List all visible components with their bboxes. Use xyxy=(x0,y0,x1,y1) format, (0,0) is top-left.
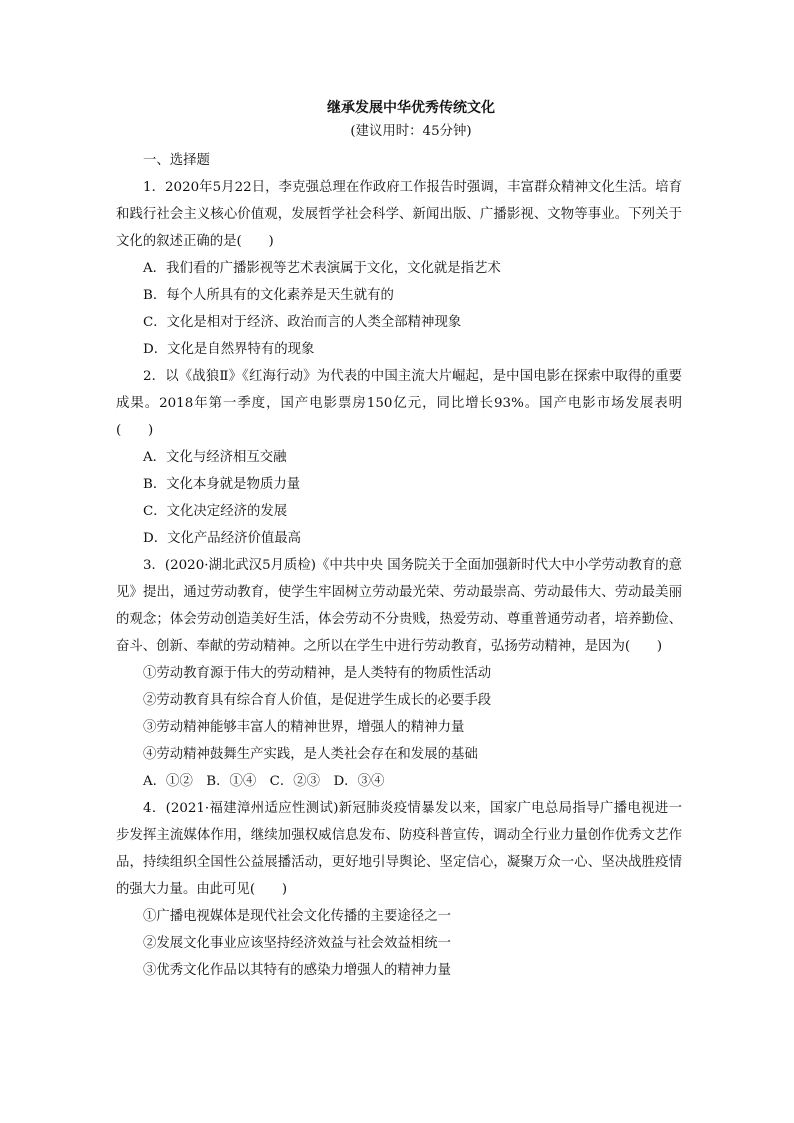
document-subtitle: (建议用时：45分钟) xyxy=(350,124,472,139)
question-stem: 3．(2020·湖北武汉5月质检)《中共中央 国务院关于全面加强新时代大中小学劳动教育的意见》提出，通过劳动教育，使学生牢固树立劳动最光荣、劳动最崇高、劳动最伟大、劳动最美丽的观念；体会劳动创造美好生活，体会劳动不分贵贱，热爱劳动、尊重普通劳动者，培养勤俭、奋斗、创新、奉献的劳动精神。之所以在学生中进行劳动教育，弘扬劳动精神，是因为( ) xyxy=(116,558,682,654)
option-a: A．文化与经济相互交融 xyxy=(143,450,287,465)
question-stem: 2．以《战狼Ⅱ》《红海行动》为代表的中国主流大片崛起，是中国电影在探索中取得的重要成果。2018年第一季度，国产电影票房150亿元，同比增长93%。国产电影市场发展表明( ) xyxy=(116,369,682,438)
statement-3: ③劳动精神能够丰富人的精神世界，增强人的精神力量 xyxy=(143,720,465,735)
option-d: D．文化是自然界特有的现象 xyxy=(143,342,315,357)
option-d: D．文化产品经济价值最高 xyxy=(143,531,302,546)
statement-1: ①劳动教育源于伟大的劳动精神，是人类特有的物质性活动 xyxy=(143,666,492,681)
option-c: C．文化决定经济的发展 xyxy=(143,504,288,519)
option-b: B．每个人所具有的文化素养是天生就有的 xyxy=(143,288,394,303)
question-stem: 1．2020年5月22日，李克强总理在作政府工作报告时强调，丰富群众精神文化生活。培育和践行社会主义核心价值观，发展哲学社会科学、新闻出版、广播影视、文物等事业。下列关于文化的叙述正确的是( ) xyxy=(116,180,682,249)
option-c: C．文化是相对于经济、政治而言的人类全部精神现象 xyxy=(143,315,462,330)
question-3 xyxy=(116,552,682,795)
document-title: 继承发展中华优秀传统文化 xyxy=(327,100,495,116)
question-2 xyxy=(116,363,682,552)
option-b: B．文化本身就是物质力量 xyxy=(143,477,301,492)
question-4 xyxy=(116,795,682,984)
statement-2: ②发展文化事业应该坚持经济效益与社会效益相统一 xyxy=(143,936,451,951)
question-stem: 4．(2021·福建漳州适应性测试)新冠肺炎疫情暴发以来，国家广电总局指导广播电视进一步发挥主流媒体作用，继续加强权威信息发布、防疫科普宣传，调动全行业力量创作优秀文艺作品，持续组织全国性公益展播活动，更好地引导舆论、坚定信心，凝聚万众一心、坚决战胜疫情的强大力量。由此可见( ) xyxy=(116,801,682,897)
statement-4: ④劳动精神鼓舞生产实践，是人类社会存在和发展的基础 xyxy=(143,747,478,762)
statement-3: ③优秀文化作品以其特有的感染力增强人的精神力量 xyxy=(143,963,451,978)
section-heading: 一、选择题 xyxy=(143,153,210,168)
option-a: A．我们看的广播影视等艺术表演属于文化，文化就是指艺术 xyxy=(143,261,501,276)
document-body xyxy=(116,96,682,984)
statement-2: ②劳动教育具有综合育人价值，是促进学生成长的必要手段 xyxy=(143,693,492,708)
question-1 xyxy=(116,174,682,363)
answer-choices: A．①② B．①④ C．②③ D．③④ xyxy=(143,774,385,789)
statement-1: ①广播电视媒体是现代社会文化传播的主要途径之一 xyxy=(143,909,451,924)
